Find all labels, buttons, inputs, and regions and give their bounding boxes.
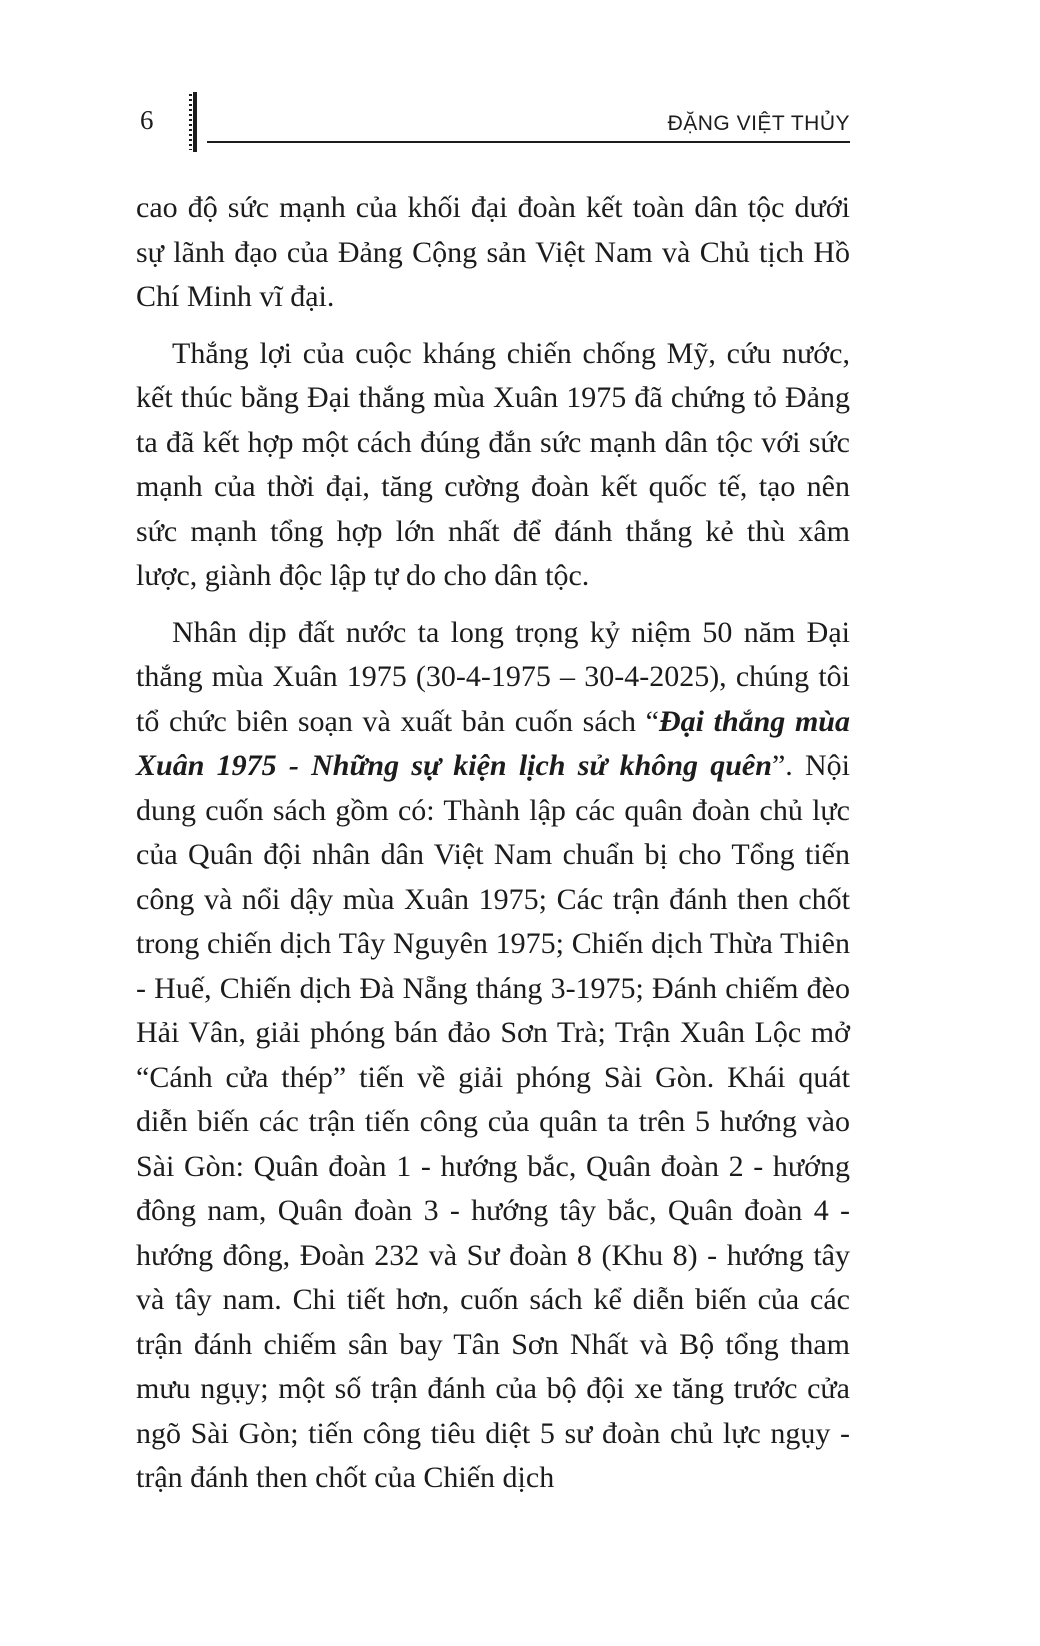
book-title: Đại thắng mùa Xuân 1975 - Những sự kiện lịch sử không quên [136, 704, 850, 782]
header-rule [207, 141, 850, 143]
header-dotted-line [189, 94, 192, 150]
paragraph-book-content-intro: Nhân dịp đất nước ta long trọng kỷ niệm 50 năm Đại thắng mùa Xuân 1975 (30-4-1975 – 30-4-2025), chúng tôi tổ chức biên soạn và xuất bản cuốn sách “ [136, 615, 850, 738]
paragraph-victory: Thắng lợi của cuộc kháng chiến chống Mỹ, cứu nước, kết thúc bằng Đại thắng mùa Xuân 1975 đã chứng tỏ Đảng ta đã kết hợp một cách đúng đắn sức mạnh dân tộc với sức mạnh của thời đại, tăng cường đoàn kết quốc tế, tạo nên sức mạnh tổng hợp lớn nhất để đánh thắng kẻ thù xâm lược, giành độc lập tự do cho dân tộc. [136, 336, 850, 592]
text-body [136, 186, 850, 1501]
paragraph-book-content-details: ”. Nội dung cuốn sách gồm có: Thành lập các quân đoàn chủ lực của Quân đội nhân dân Việt Nam chuẩn bị cho Tổng tiến công và nổi dậy mùa Xuân 1975; Các trận đánh then chốt trong chiến dịch Tây Nguyên 1975; Chiến dịch Thừa Thiên - Huế, Chiến dịch Đà Nẵng tháng 3-1975; Đánh chiếm đèo Hải Vân, giải phóng bán đảo Sơn Trà; Trận Xuân Lộc mở “Cánh cửa thép” tiến về giải phóng Sài Gòn. Khái quát diễn biến các trận tiến công của quân ta trên 5 hướng vào Sài Gòn: Quân đoàn 1 - hướng bắc, Quân đoàn 2 - hướng đông nam, Quân đoàn 3 - hướng tây bắc, Quân đoàn 4 - hướng đông, Đoàn 232 và Sư đoàn 8 (Khu 8) - hướng tây và tây nam. Chi tiết hơn, cuốn sách kể diễn biến của các trận đánh chiếm sân bay Tân Sơn Nhất và Bộ tổng tham mưu ngụy; một số trận đánh của bộ đội xe tăng trước cửa ngõ Sài Gòn; tiến công tiêu diệt 5 sư đoàn chủ lực ngụy - trận đánh then chốt của Chiến dịch [136, 749, 850, 1494]
paragraph-continued: cao độ sức mạnh của khối đại đoàn kết toàn dân tộc dưới sự lãnh đạo của Đảng Cộng sản Việt Nam và Chủ tịch Hồ Chí Minh vĩ đại. [136, 191, 850, 313]
header-ornament [189, 92, 201, 152]
header-vertical-bar [193, 92, 197, 152]
paragraph-book-content [136, 611, 850, 1501]
page-number: 6 [140, 105, 154, 135]
running-header-author: ĐẶNG VIỆT THỦY [667, 112, 850, 135]
